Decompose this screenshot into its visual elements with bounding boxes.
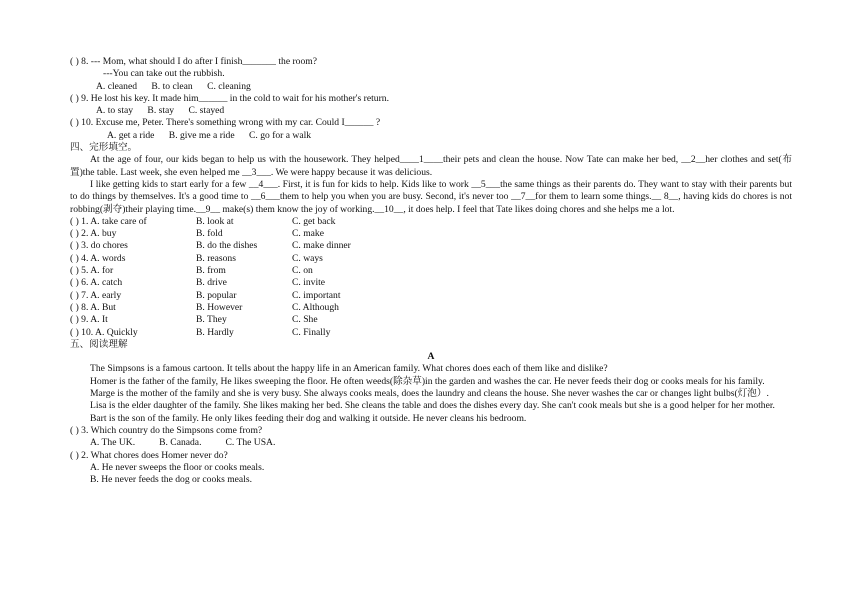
option-b: B. popular xyxy=(196,289,237,301)
cloze-option-row xyxy=(70,253,792,265)
option-b: B. do the dishes xyxy=(196,240,258,252)
option-c: C. ways xyxy=(292,252,323,264)
section-5-heading: 五、阅读理解 xyxy=(70,338,128,350)
cloze-option-row xyxy=(70,216,792,228)
question-9-stem: ( ) 9. He lost his key. It made him______ in the cold to wait for his mother's return. xyxy=(70,92,389,104)
option-b: B. However xyxy=(196,301,243,313)
option-a: ( ) 4. A. words xyxy=(70,252,126,264)
reading-paragraph: The Simpsons is a famous cartoon. It tells about the happy life in an American family. What chores does each of them like and dislike? xyxy=(90,363,608,375)
section-4-heading: 四、完形填空。 xyxy=(70,142,138,154)
option-a: ( ) 5. A. for xyxy=(70,265,114,277)
reading-question-3-options: A. The UK. B. Canada. C. The USA. xyxy=(90,437,276,449)
cloze-option-row xyxy=(70,240,792,252)
reading-paragraph: Bart is the son of the family. He only likes feeding their dog and walking it outside. He never cleans his bedroom. xyxy=(90,412,527,424)
option-c: C. invite xyxy=(292,277,326,289)
option-b: B. from xyxy=(196,265,226,277)
reading-paragraph: Homer is the father of the family, He likes sweeping the floor. He often weeds(除杂草)in the garden and washes the car. He never feeds their dog or cooks meals for his family. xyxy=(90,375,765,387)
question-8-options: A. cleaned B. to clean C. cleaning xyxy=(96,80,251,92)
cloze-option-row xyxy=(70,265,792,277)
cloze-option-row xyxy=(70,228,792,240)
option-b: B. reasons xyxy=(196,252,236,264)
passage-a-label: A xyxy=(427,351,435,363)
option-c: C. Finally xyxy=(292,326,331,338)
reading-paragraph: Marge is the mother of the family and she is very busy. She always cooks meals, does the laundry and cleans the house. She never washes the car or changes light bulbs(灯泡）. xyxy=(90,388,769,400)
option-c: C. make xyxy=(292,228,324,240)
cloze-paragraph-1: At the age of four, our kids began to help us with the housework. They helped____1____their pets and clean the house. Now Tate can make her bed, __2__her clothes and set(布置)the table. Last week, she even helped me __3___. We were happy because it was delicious. xyxy=(70,154,792,178)
option-a: ( ) 10. A. Quickly xyxy=(70,326,138,338)
cloze-options xyxy=(70,216,792,339)
question-9-options: A. to stay B. stay C. stayed xyxy=(96,105,225,117)
option-a: ( ) 8. A. But xyxy=(70,301,116,313)
cloze-option-row xyxy=(70,290,792,302)
option-a: ( ) 2. A. buy xyxy=(70,228,117,240)
option-b: B. drive xyxy=(196,277,227,289)
option-c: C. important xyxy=(292,289,341,301)
option-a: ( ) 6. A. catch xyxy=(70,277,123,289)
cloze-option-row xyxy=(70,277,792,289)
question-8-reply: ---You can take out the rubbish. xyxy=(103,68,225,80)
option-b: B. They xyxy=(196,314,227,326)
reading-question-2-option-b: B. He never feeds the dog or cooks meals. xyxy=(90,474,252,486)
question-10-options: A. get a ride B. give me a ride C. go for a walk xyxy=(107,129,312,141)
cloze-option-row xyxy=(70,314,792,326)
option-a: ( ) 1. A. take care of xyxy=(70,215,147,227)
reading-question-2-option-a: A. He never sweeps the floor or cooks meals. xyxy=(90,461,265,473)
option-a: ( ) 7. A. early xyxy=(70,289,122,301)
question-10-stem: ( ) 10. Excuse me, Peter. There's something wrong with my car. Could I______ ? xyxy=(70,117,381,129)
worksheet-page xyxy=(70,56,792,486)
reading-question-2: ( ) 2. What chores does Homer never do? xyxy=(70,449,228,461)
option-a: ( ) 3. do chores xyxy=(70,240,128,252)
cloze-option-row xyxy=(70,327,792,339)
option-c: C. She xyxy=(292,314,318,326)
option-b: B. fold xyxy=(196,228,223,240)
cloze-paragraph-2: I like getting kids to start early for a few __4___. First, it is fun for kids to help. Kids like to work __5___the same things as their parents do. They want to stay with their parents but to do things by themselves. It's a good time to __6___them to help you when you are busy. Second, it's never too __7__for them to learn some things.__ 8__, having kids do chores is not robbing(剥夺)their playing time.__9__ make(s) them know the joy of working.__10__, it does help. I feel that Tate likes doing chores and she helps me a lot. xyxy=(70,178,792,215)
reading-paragraph: Lisa is the elder daughter of the family. She likes making her bed. She cleans the table and does the dishes every day. She can't cook meals but she is a good helper for her mother. xyxy=(90,400,775,412)
question-8-stem: ( ) 8. --- Mom, what should I do after I finish_______ the room? xyxy=(70,56,317,67)
reading-question-3: ( ) 3. Which country do the Simpsons come from? xyxy=(70,424,263,436)
option-c: C. Although xyxy=(292,301,339,313)
option-a: ( ) 9. A. It xyxy=(70,314,108,326)
option-b: B. Hardly xyxy=(196,326,234,338)
option-c: C. make dinner xyxy=(292,240,351,252)
option-c: C. get back xyxy=(292,215,336,227)
cloze-option-row xyxy=(70,302,792,314)
option-c: C. on xyxy=(292,265,313,277)
option-b: B. look at xyxy=(196,215,234,227)
